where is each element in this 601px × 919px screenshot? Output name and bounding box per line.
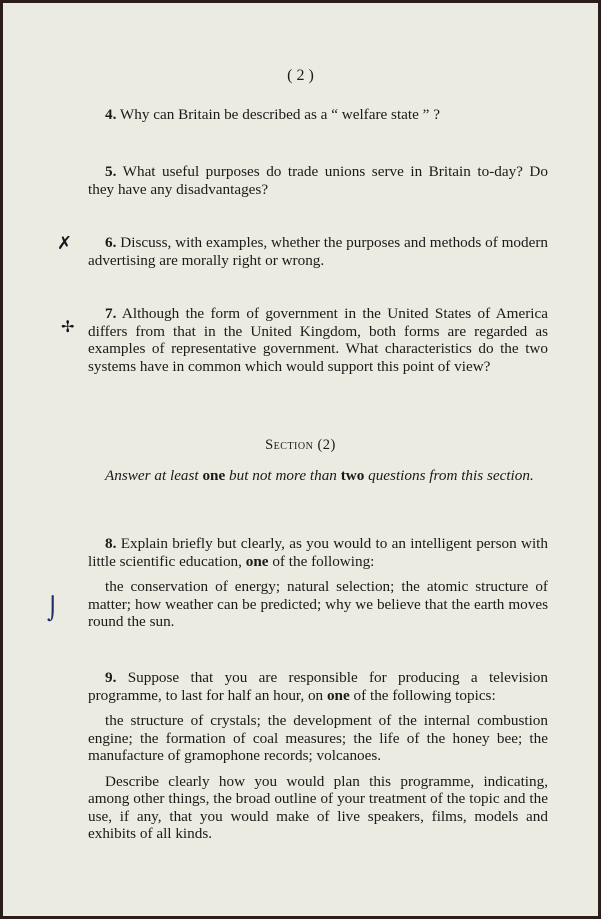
question-4	[88, 106, 548, 124]
question-number: 7.	[105, 305, 117, 322]
question-8: 8. Explain briefly but clearly, as you would to an intelligent person with little scientific education, one of the following: the conservation of energy; natural selection; the atomic structure of matter; how weather can be predicted; why we believe that the earth moves round the sun.	[88, 535, 548, 630]
question-number: 6.	[105, 234, 117, 251]
question-number: 8.	[105, 535, 117, 552]
question-5	[88, 163, 548, 198]
question-text: Why can Britain be described as a “ welfare state ” ?	[119, 106, 440, 123]
question-9-instructions: Describe clearly how you would plan this programme, indicating, among other things, the broad outline of your treatment of the topic and the use, if any, that you would make of live speakers, films, models and exhibits of all kinds.	[88, 772, 548, 842]
section-heading: Section (2)	[265, 437, 336, 453]
question-number: 5.	[105, 163, 117, 180]
handwritten-cross-mark: ✢	[61, 317, 75, 336]
question-6	[88, 234, 548, 269]
question-number: 4.	[105, 106, 117, 123]
question-text: What useful purposes do trade unions serve in Britain to-day? Do they have any disadvantages?	[88, 163, 548, 198]
page-number: ( 2 )	[287, 67, 314, 84]
exam-page	[3, 3, 598, 916]
question-text: Although the form of government in the United States of America differs from that in the United Kingdom, both forms are regarded as examples of representative government. What characteristics do the two systems have in common which would support this point of view?	[88, 305, 548, 375]
question-9: 9. Suppose that you are responsible for producing a television programme, to last for half an hour, on one of the following topics: the structure of crystals; the development of the internal combustion engine; the formation of coal measures; the life of the honey bee; the manufacture of gramophone records; volcanoes. Describe clearly how you would plan this programme, indicating, among other things, the broad outline of your treatment of the topic and the use, if any, that you would make of live speakers, films, models and exhibits of all kinds.	[88, 669, 548, 842]
section-instruction: Answer at least one but not more than two questions from this section.	[105, 467, 534, 484]
question-9-topics: the structure of crystals; the development of the internal combustion engine; the formation of coal measures; the life of the honey bee; the manufacture of gramophone records; volcanoes.	[88, 712, 548, 764]
question-number: 9.	[105, 669, 117, 686]
handwritten-tick-mark: ⌡	[47, 597, 59, 622]
question-7	[88, 305, 548, 375]
question-text: Discuss, with examples, whether the purposes and methods of modern advertising are morally right or wrong.	[88, 234, 549, 269]
question-8-options: the conservation of energy; natural selection; the atomic structure of matter; how weather can be predicted; why we believe that the earth moves round the sun.	[88, 578, 548, 630]
handwritten-cross-mark: ✗	[57, 233, 73, 254]
